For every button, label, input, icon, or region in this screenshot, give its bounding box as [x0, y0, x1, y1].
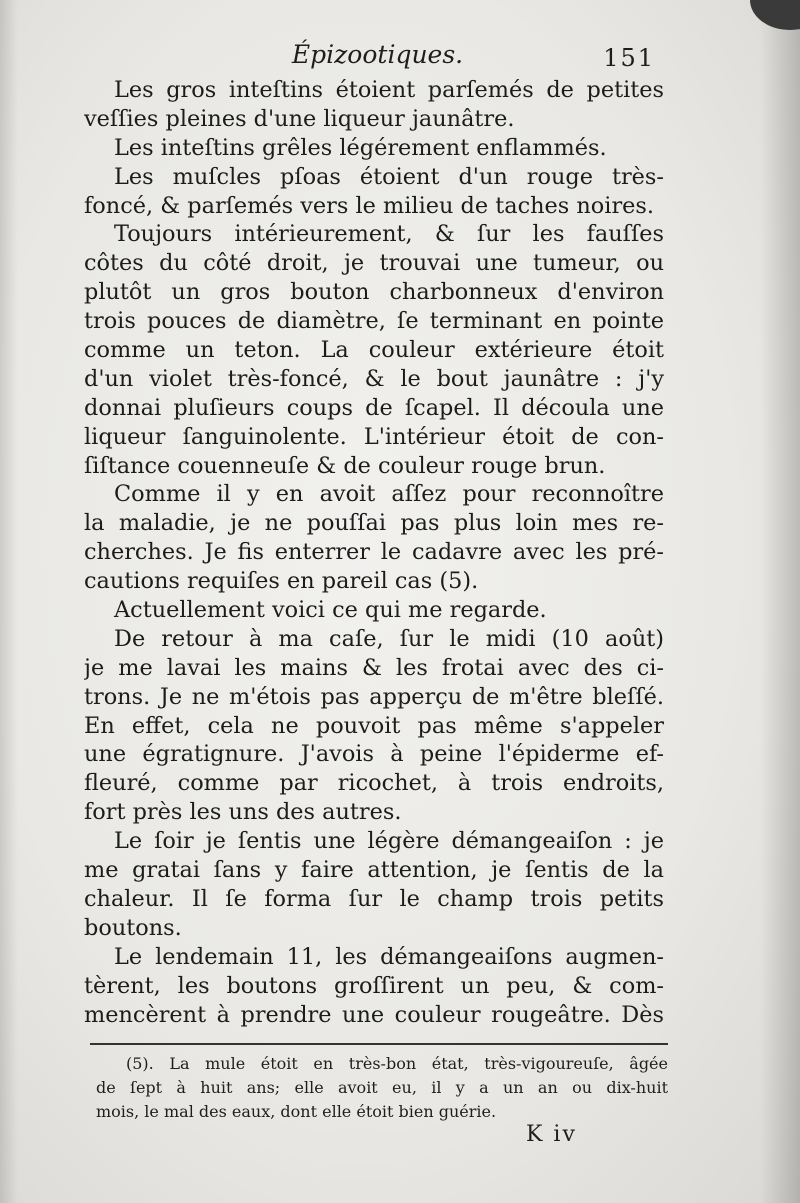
signature-mark: K iv	[526, 1122, 577, 1147]
text-line: cautions requiſes en pareil cas (5).	[84, 568, 479, 595]
footnote-rule	[90, 1043, 668, 1045]
text-line: d'un violet très-foncé, & le bout jaunâtre : j'y	[84, 365, 664, 392]
text-line: boutons.	[84, 914, 182, 941]
text-line: foncé, & parſemés vers le milieu de taches noires.	[84, 192, 655, 219]
footnote	[96, 1052, 668, 1124]
text-line: Le ſoir je ſentis une légère démangeaiſon : je	[114, 828, 664, 855]
text-line: trois pouces de diamètre, ſe terminant en pointe	[84, 308, 664, 335]
text-line: Les inteſtins grêles légérement enflammés.	[114, 134, 607, 161]
text-line: Actuellement voici ce qui me regarde.	[114, 597, 547, 624]
text-line: fort près les uns des autres.	[84, 799, 402, 826]
text-line: fleuré, comme par ricochet, à trois endroits,	[84, 770, 664, 797]
edge-shadow	[760, 0, 800, 1203]
text-line: Les gros inteſtins étoient parſemés de petites	[114, 77, 664, 103]
gutter-shadow	[0, 0, 18, 1203]
text-line: En effet, cela ne pouvoit pas même s'appeler	[84, 712, 664, 739]
footnote-line: (5). La mule étoit en très-bon état, très-vigoureuſe, âgée	[126, 1054, 668, 1073]
text-line: cherches. Je fis enterrer le cadavre avec les pré-	[84, 539, 664, 566]
text-line: comme un teton. La couleur extérieure étoit	[84, 337, 664, 364]
background-corner	[750, 0, 800, 30]
text-line: trons. Je ne m'étois pas apperçu de m'être bleſſé.	[84, 683, 664, 710]
text-line: chaleur. Il ſe forma ſur le champ trois petits	[84, 885, 664, 912]
running-title: Épizootiques.	[291, 40, 464, 69]
text-line: liqueur ſanguinolente. L'intérieur étoit de con-	[84, 423, 664, 450]
text-line: donnai pluſieurs coups de ſcapel. Il découla une	[84, 394, 664, 421]
text-line: De retour à ma caſe, ſur le midi (10 août)	[114, 625, 664, 652]
text-line: côtes du côté droit, je trouvai une tumeur, ou	[84, 250, 664, 277]
text-line: je me lavai les mains & les frotai avec des ci-	[84, 654, 664, 681]
footnote-line: mois, le mal des eaux, dont elle étoit bien guérie.	[96, 1102, 497, 1121]
text-line: tèrent, les boutons groſſirent un peu, & com-	[84, 972, 664, 999]
page-number: 151	[603, 44, 655, 72]
running-head	[90, 40, 665, 76]
footnote-line: de ſept à huit ans; elle avoit eu, il y a un an ou dix-huit	[96, 1078, 668, 1097]
body-text	[84, 76, 664, 1029]
text-line: Les muſcles pſoas étoient d'un rouge très-	[114, 163, 664, 190]
text-line: veſſies pleines d'une liqueur jaunâtre.	[84, 105, 515, 132]
text-line: Le lendemain 11, les démangeaiſons augmen-	[114, 943, 664, 970]
text-line: la maladie, je ne pouſſai pas plus loin mes re-	[84, 510, 664, 537]
text-line: une égratignure. J'avois à peine l'épiderme ef-	[84, 741, 664, 768]
text-line: Comme il y en avoit aſſez pour reconnoître	[114, 481, 664, 508]
text-line: ſiſtance couenneuſe & de couleur rouge brun.	[84, 452, 606, 479]
text-line: plutôt un gros bouton charbonneux d'environ	[84, 279, 664, 306]
text-line: Toujours intérieurement, & ſur les fauſſes	[114, 221, 664, 248]
text-line: mencèrent à prendre une couleur rougeâtre. Dès	[84, 1001, 664, 1028]
text-line: me gratai ſans y faire attention, je ſentis de la	[84, 857, 664, 884]
